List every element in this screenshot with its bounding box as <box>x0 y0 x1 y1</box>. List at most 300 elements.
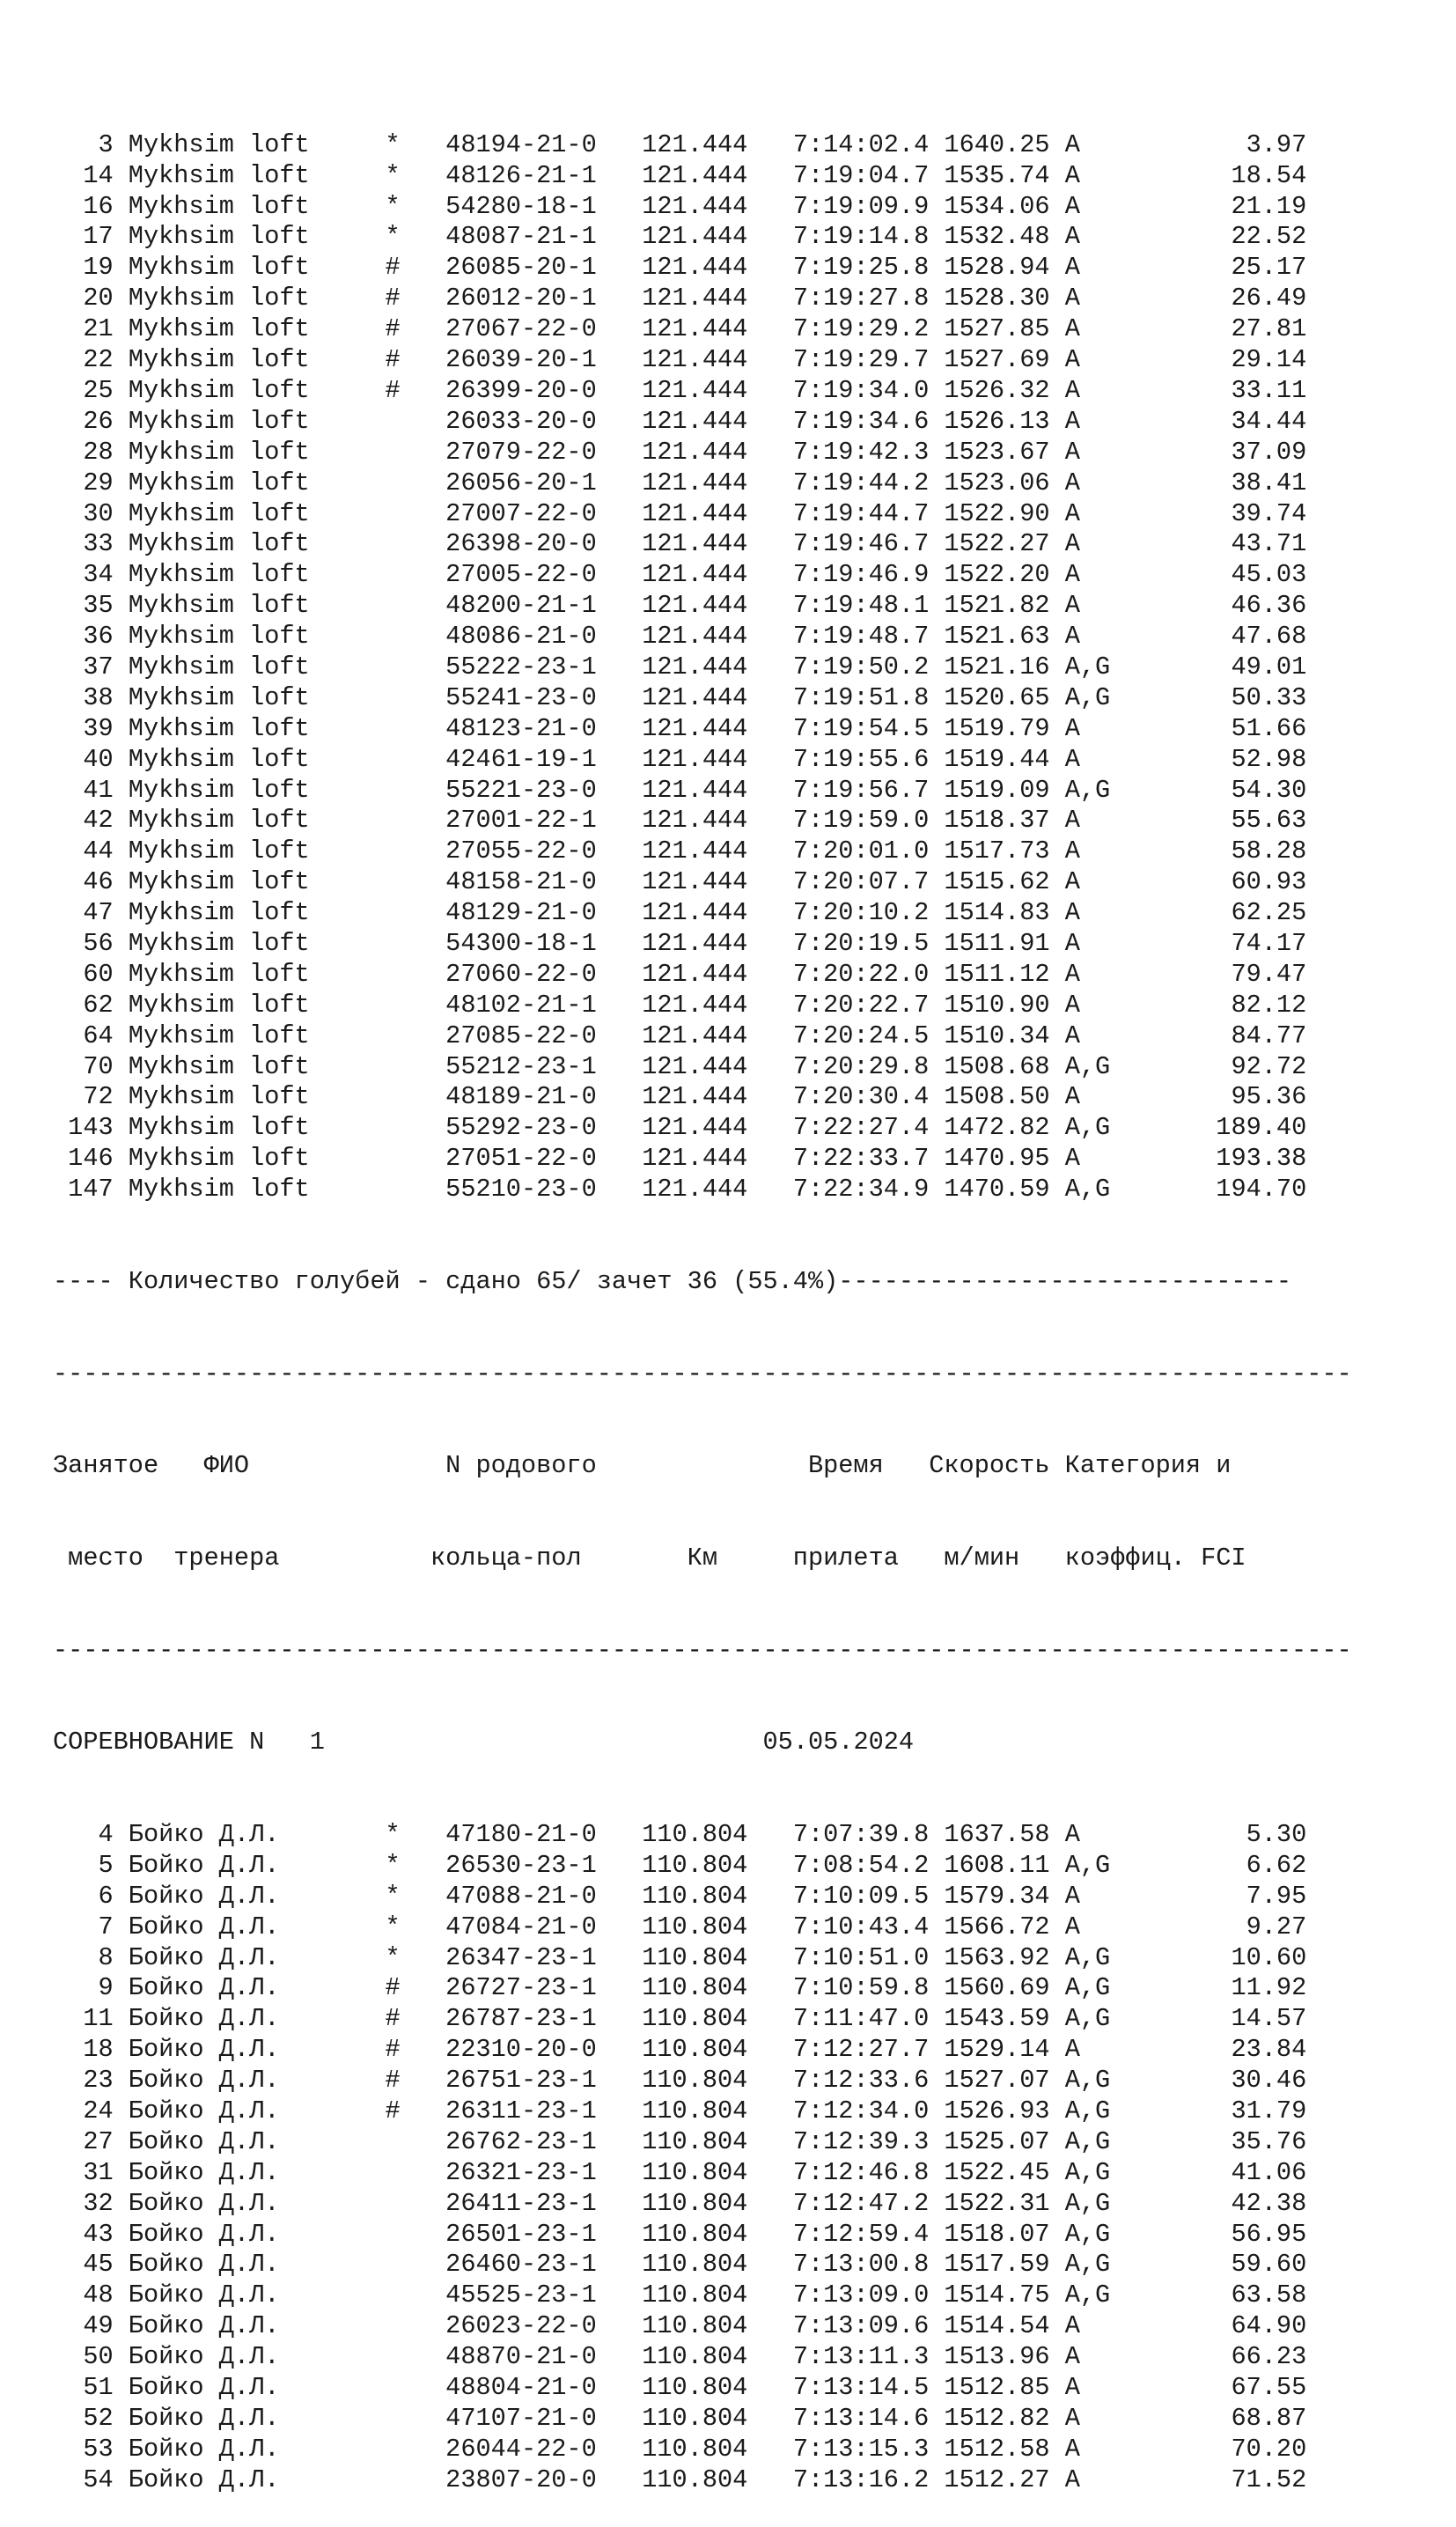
table-row <box>53 2096 1352 2127</box>
category-cell: A <box>1049 160 1126 190</box>
table-row <box>53 438 1352 468</box>
category-cell: A <box>1049 713 1126 743</box>
coefficient-cell: 55.63 <box>1125 806 1307 836</box>
mark-cell <box>386 2373 446 2402</box>
time-cell: 7:13:00.8 <box>747 2250 930 2280</box>
mark-cell: * <box>385 222 446 252</box>
mark-cell <box>386 529 446 558</box>
mark-cell <box>386 898 446 927</box>
mark-cell <box>386 591 446 620</box>
time-cell: 7:22:34.9 <box>747 1175 930 1205</box>
ring-cell: 26501-23-1 <box>445 2219 597 2249</box>
trainer-cell: Mykhsim loft <box>128 622 386 652</box>
time-cell: 7:19:48.7 <box>747 622 930 652</box>
km-cell: 121.444 <box>596 498 748 528</box>
coefficient-cell: 39.74 <box>1125 498 1307 528</box>
category-cell: A <box>1049 867 1126 897</box>
trainer-cell: Mykhsim loft <box>128 682 386 712</box>
speed-cell: 1520.65 <box>929 682 1050 712</box>
coefficient-cell: 54.30 <box>1125 775 1307 805</box>
place-cell: 16 <box>53 191 129 221</box>
place-cell: 39 <box>53 713 129 743</box>
trainer-cell: Mykhsim loft <box>128 253 386 283</box>
trainer-cell: Mykhsim loft <box>128 1020 386 1050</box>
place-cell: 44 <box>53 836 129 866</box>
time-cell: 7:19:51.8 <box>747 682 930 712</box>
km-cell: 121.444 <box>596 406 748 436</box>
km-cell: 121.444 <box>596 437 748 467</box>
ring-cell: 23807-20-0 <box>445 2464 597 2494</box>
coefficient-cell: 25.17 <box>1125 253 1307 283</box>
time-cell: 7:12:34.0 <box>747 2096 930 2126</box>
km-cell: 110.804 <box>596 1850 748 1880</box>
speed-cell: 1637.58 <box>929 1820 1050 1850</box>
category-cell: A <box>1049 990 1126 1020</box>
speed-cell: 1522.90 <box>929 498 1050 528</box>
trainer-cell: Mykhsim loft <box>128 1082 386 1112</box>
coefficient-cell: 51.66 <box>1125 713 1307 743</box>
mark-cell <box>386 1082 446 1111</box>
trainer-cell: Бойко Д.Л. <box>128 2434 386 2464</box>
coefficient-cell: 38.41 <box>1125 468 1307 497</box>
competition-line <box>53 1728 1352 1758</box>
mark-cell <box>386 2435 446 2464</box>
speed-cell: 1510.90 <box>929 990 1050 1020</box>
trainer-cell: Бойко Д.Л. <box>128 1850 386 1880</box>
place-cell: 50 <box>53 2342 129 2372</box>
table-row <box>53 2158 1352 2189</box>
coefficient-cell: 193.38 <box>1125 1144 1307 1174</box>
time-cell: 7:19:46.7 <box>747 529 930 559</box>
table-row <box>53 1851 1352 1882</box>
time-cell: 7:19:44.7 <box>747 498 930 528</box>
trainer-cell: Mykhsim loft <box>128 1144 386 1174</box>
mark-cell <box>386 622 446 651</box>
time-cell: 7:20:10.2 <box>747 898 930 928</box>
km-cell: 110.804 <box>596 1881 748 1911</box>
mark-cell <box>386 499 446 528</box>
place-cell: 28 <box>53 437 129 467</box>
category-cell: A <box>1049 806 1126 836</box>
speed-cell: 1526.13 <box>929 406 1050 436</box>
place-cell: 40 <box>53 744 129 774</box>
ring-cell: 27085-22-0 <box>445 1020 597 1050</box>
speed-cell: 1514.54 <box>929 2311 1050 2341</box>
km-cell: 110.804 <box>596 2219 748 2249</box>
category-cell: A <box>1049 2373 1126 2403</box>
table-row <box>53 345 1352 376</box>
speed-cell: 1470.59 <box>929 1175 1050 1205</box>
table-row <box>53 929 1352 960</box>
mark-cell <box>386 776 446 805</box>
place-cell: 34 <box>53 560 129 590</box>
time-cell: 7:10:51.0 <box>747 1942 930 1972</box>
trainer-cell: Mykhsim loft <box>128 806 386 836</box>
trainer-cell: Mykhsim loft <box>128 713 386 743</box>
ring-cell: 55222-23-1 <box>445 652 597 681</box>
place-cell: 21 <box>53 314 129 344</box>
ring-cell: 48126-21-1 <box>445 160 597 190</box>
speed-cell: 1526.32 <box>929 375 1050 405</box>
trainer-cell: Бойко Д.Л. <box>128 2342 386 2372</box>
ring-cell: 26321-23-1 <box>445 2157 597 2187</box>
mark-cell <box>386 1175 446 1204</box>
coefficient-cell: 26.49 <box>1125 284 1307 313</box>
place-cell: 70 <box>53 1051 129 1081</box>
coefficient-cell: 64.90 <box>1125 2311 1307 2341</box>
coefficient-cell: 189.40 <box>1125 1113 1307 1143</box>
coefficient-cell: 68.87 <box>1125 2403 1307 2433</box>
coefficient-cell: 6.62 <box>1125 1850 1307 1880</box>
ring-cell: 26347-23-1 <box>445 1942 597 1972</box>
coefficient-cell: 46.36 <box>1125 591 1307 621</box>
time-cell: 7:22:33.7 <box>747 1144 930 1174</box>
speed-cell: 1522.27 <box>929 529 1050 559</box>
time-cell: 7:20:22.7 <box>747 990 930 1020</box>
category-cell: A <box>1049 406 1126 436</box>
table-row <box>53 745 1352 776</box>
coefficient-cell: 49.01 <box>1125 652 1307 681</box>
mark-cell <box>386 1144 446 1173</box>
time-cell: 7:20:07.7 <box>747 867 930 897</box>
coefficient-cell: 63.58 <box>1125 2280 1307 2310</box>
category-cell: A,G <box>1049 2126 1126 2156</box>
km-cell: 121.444 <box>596 836 748 866</box>
time-cell: 7:20:24.5 <box>747 1020 930 1050</box>
place-cell: 31 <box>53 2157 129 2187</box>
coefficient-cell: 194.70 <box>1125 1175 1307 1205</box>
ring-cell: 48087-21-1 <box>445 222 597 252</box>
km-cell: 121.444 <box>596 191 748 221</box>
speed-cell: 1526.93 <box>929 2096 1050 2126</box>
table-row <box>53 314 1352 345</box>
km-cell: 121.444 <box>596 345 748 375</box>
coefficient-cell: 29.14 <box>1125 345 1307 375</box>
time-cell: 7:19:09.9 <box>747 191 930 221</box>
coefficient-cell: 42.38 <box>1125 2188 1307 2218</box>
time-cell: 7:19:04.7 <box>747 160 930 190</box>
time-cell: 7:19:46.9 <box>747 560 930 590</box>
km-cell: 121.444 <box>596 284 748 313</box>
category-cell: A,G <box>1049 2219 1126 2249</box>
time-cell: 7:19:56.7 <box>747 775 930 805</box>
trainer-cell: Mykhsim loft <box>128 1113 386 1143</box>
ring-cell: 27007-22-0 <box>445 498 597 528</box>
speed-cell: 1579.34 <box>929 1881 1050 1911</box>
table-row <box>53 714 1352 745</box>
coefficient-cell: 10.60 <box>1125 1942 1307 1972</box>
km-cell: 121.444 <box>596 713 748 743</box>
category-cell: A <box>1049 191 1126 221</box>
km-cell: 110.804 <box>596 2464 748 2494</box>
place-cell: 27 <box>53 2126 129 2156</box>
km-cell: 110.804 <box>596 1973 748 2003</box>
km-cell: 121.444 <box>596 468 748 497</box>
table-row <box>53 867 1352 898</box>
ring-cell: 48870-21-0 <box>445 2342 597 2372</box>
coefficient-cell: 56.95 <box>1125 2219 1307 2249</box>
speed-cell: 1528.30 <box>929 284 1050 313</box>
coefficient-cell: 67.55 <box>1125 2373 1307 2403</box>
category-cell: A <box>1049 836 1126 866</box>
coefficient-cell: 82.12 <box>1125 990 1307 1020</box>
trainer-cell: Бойко Д.Л. <box>128 1820 386 1850</box>
table-row <box>53 1021 1352 1052</box>
mark-cell <box>386 2220 446 2249</box>
km-cell: 121.444 <box>596 1020 748 1050</box>
ring-cell: 27051-22-0 <box>445 1144 597 1174</box>
table-row <box>53 1943 1352 1974</box>
place-cell: 41 <box>53 775 129 805</box>
coefficient-cell: 27.81 <box>1125 314 1307 344</box>
mark-cell: # <box>385 253 446 283</box>
trainer-cell: Mykhsim loft <box>128 284 386 313</box>
time-cell: 7:19:14.8 <box>747 222 930 252</box>
place-cell: 24 <box>53 2096 129 2126</box>
mark-cell: # <box>385 2096 446 2126</box>
column-header-line-2: место тренера кольца-пол Км прилета м/мин коэффиц. FCI <box>53 1543 1246 1573</box>
table-row <box>53 776 1352 807</box>
place-cell: 14 <box>53 160 129 190</box>
speed-cell: 1519.09 <box>929 775 1050 805</box>
mark-cell <box>386 2342 446 2371</box>
km-cell: 110.804 <box>596 1820 748 1850</box>
time-cell: 7:13:09.0 <box>747 2280 930 2310</box>
table-row <box>53 2066 1352 2096</box>
ring-cell: 26056-20-1 <box>445 468 597 497</box>
time-cell: 7:08:54.2 <box>747 1850 930 1880</box>
mark-cell <box>386 836 446 866</box>
speed-cell: 1543.59 <box>929 2004 1050 2034</box>
speed-cell: 1512.58 <box>929 2434 1050 2464</box>
speed-cell: 1513.96 <box>929 2342 1050 2372</box>
ring-cell: 26085-20-1 <box>445 253 597 283</box>
trainer-cell: Mykhsim loft <box>128 375 386 405</box>
time-cell: 7:19:59.0 <box>747 806 930 836</box>
km-cell: 121.444 <box>596 928 748 958</box>
km-cell: 110.804 <box>596 2311 748 2341</box>
category-cell: A <box>1049 253 1126 283</box>
trainer-cell: Mykhsim loft <box>128 744 386 774</box>
mark-cell <box>386 438 446 467</box>
ring-cell: 27005-22-0 <box>445 560 597 590</box>
place-cell: 46 <box>53 867 129 897</box>
category-cell: A <box>1049 959 1126 989</box>
coefficient-cell: 70.20 <box>1125 2434 1307 2464</box>
mark-cell: * <box>385 129 446 159</box>
table-row <box>53 2004 1352 2035</box>
place-cell: 11 <box>53 2004 129 2034</box>
km-cell: 121.444 <box>596 1144 748 1174</box>
ring-cell: 26311-23-1 <box>445 2096 597 2126</box>
category-cell: A <box>1049 222 1126 252</box>
place-cell: 64 <box>53 1020 129 1050</box>
ring-cell: 27067-22-0 <box>445 314 597 344</box>
speed-cell: 1512.85 <box>929 2373 1050 2403</box>
place-cell: 30 <box>53 498 129 528</box>
category-cell: A <box>1049 2464 1126 2494</box>
ring-cell: 55241-23-0 <box>445 682 597 712</box>
km-cell: 110.804 <box>596 1912 748 1941</box>
place-cell: 4 <box>53 1820 129 1850</box>
section-mykhsim-loft-results <box>53 130 1352 1205</box>
mark-cell <box>386 745 446 774</box>
table-row <box>53 2280 1352 2311</box>
coefficient-cell: 14.57 <box>1125 2004 1307 2034</box>
coefficient-cell: 60.93 <box>1125 867 1307 897</box>
speed-cell: 1528.94 <box>929 253 1050 283</box>
mark-cell <box>386 2127 446 2156</box>
place-cell: 25 <box>53 375 129 405</box>
coefficient-cell: 62.25 <box>1125 898 1307 928</box>
place-cell: 32 <box>53 2188 129 2218</box>
category-cell: A <box>1049 1881 1126 1911</box>
coefficient-cell: 7.95 <box>1125 1881 1307 1911</box>
km-cell: 121.444 <box>596 591 748 621</box>
table-row <box>53 499 1352 530</box>
trainer-cell: Бойко Д.Л. <box>128 2311 386 2341</box>
category-cell: A <box>1049 129 1126 159</box>
place-cell: 37 <box>53 652 129 681</box>
trainer-cell: Mykhsim loft <box>128 406 386 436</box>
time-cell: 7:10:09.5 <box>747 1881 930 1911</box>
coefficient-cell: 52.98 <box>1125 744 1307 774</box>
trainer-cell: Mykhsim loft <box>128 867 386 897</box>
table-row <box>53 2250 1352 2280</box>
category-cell: A <box>1049 1144 1126 1174</box>
coefficient-cell: 5.30 <box>1125 1820 1307 1850</box>
speed-cell: 1525.07 <box>929 2126 1050 2156</box>
ring-cell: 27055-22-0 <box>445 836 597 866</box>
place-cell: 22 <box>53 345 129 375</box>
trainer-cell: Mykhsim loft <box>128 990 386 1020</box>
trainer-cell: Бойко Д.Л. <box>128 2096 386 2126</box>
time-cell: 7:20:22.0 <box>747 959 930 989</box>
category-cell: A,G <box>1049 682 1126 712</box>
ring-cell: 26399-20-0 <box>445 375 597 405</box>
table-row <box>53 1820 1352 1851</box>
separator-line: -------------------------------------------------------------------------------------- <box>53 1359 1352 1389</box>
table-row <box>53 836 1352 867</box>
speed-cell: 1515.62 <box>929 867 1050 897</box>
time-cell: 7:12:27.7 <box>747 2035 930 2065</box>
ring-cell: 54280-18-1 <box>445 191 597 221</box>
time-cell: 7:20:19.5 <box>747 928 930 958</box>
place-cell: 53 <box>53 2434 129 2464</box>
mark-cell: * <box>385 1881 446 1911</box>
place-cell: 54 <box>53 2464 129 2494</box>
speed-cell: 1527.07 <box>929 2066 1050 2096</box>
trainer-cell: Бойко Д.Л. <box>128 1881 386 1911</box>
place-cell: 56 <box>53 928 129 958</box>
mark-cell <box>386 683 446 712</box>
speed-cell: 1519.44 <box>929 744 1050 774</box>
place-cell: 35 <box>53 591 129 621</box>
speed-cell: 1470.95 <box>929 1144 1050 1174</box>
time-cell: 7:10:59.8 <box>747 1973 930 2003</box>
table-row <box>53 192 1352 223</box>
ring-cell: 26012-20-1 <box>445 284 597 313</box>
speed-cell: 1512.82 <box>929 2403 1050 2433</box>
table-row <box>53 652 1352 683</box>
category-cell: A <box>1049 591 1126 621</box>
place-cell: 20 <box>53 284 129 313</box>
place-cell: 23 <box>53 2066 129 2096</box>
mark-cell <box>386 407 446 436</box>
trainer-cell: Mykhsim loft <box>128 560 386 590</box>
time-cell: 7:12:33.6 <box>747 2066 930 2096</box>
trainer-cell: Mykhsim loft <box>128 652 386 681</box>
mark-cell <box>386 2280 446 2310</box>
ring-cell: 26727-23-1 <box>445 1973 597 2003</box>
time-cell: 7:19:54.5 <box>747 713 930 743</box>
mark-cell <box>386 2465 446 2494</box>
place-cell: 26 <box>53 406 129 436</box>
speed-cell: 1508.50 <box>929 1082 1050 1112</box>
km-cell: 110.804 <box>596 2342 748 2372</box>
time-cell: 7:13:09.6 <box>747 2311 930 2341</box>
time-cell: 7:11:47.0 <box>747 2004 930 2034</box>
speed-cell: 1521.63 <box>929 622 1050 652</box>
mark-cell <box>386 867 446 896</box>
km-cell: 121.444 <box>596 867 748 897</box>
speed-cell: 1518.07 <box>929 2219 1050 2249</box>
km-cell: 121.444 <box>596 1082 748 1112</box>
category-cell: A,G <box>1049 1850 1126 1880</box>
mark-cell <box>386 714 446 743</box>
place-cell: 49 <box>53 2311 129 2341</box>
coefficient-cell: 79.47 <box>1125 959 1307 989</box>
km-cell: 121.444 <box>596 806 748 836</box>
place-cell: 3 <box>53 129 129 159</box>
mark-cell: # <box>385 314 446 344</box>
mark-cell: * <box>385 160 446 190</box>
mark-cell <box>386 2311 446 2340</box>
time-cell: 7:13:14.6 <box>747 2403 930 2433</box>
category-cell: A,G <box>1049 2250 1126 2280</box>
mark-cell <box>386 991 446 1020</box>
mark-cell <box>386 929 446 958</box>
table-row <box>53 2189 1352 2220</box>
mark-cell: # <box>385 2035 446 2065</box>
mark-cell: * <box>385 1850 446 1880</box>
trainer-cell: Mykhsim loft <box>128 191 386 221</box>
category-cell: A <box>1049 468 1126 497</box>
km-cell: 121.444 <box>596 775 748 805</box>
place-cell: 147 <box>53 1175 129 1205</box>
km-cell: 121.444 <box>596 744 748 774</box>
trainer-cell: Бойко Д.Л. <box>128 2188 386 2218</box>
place-cell: 17 <box>53 222 129 252</box>
category-cell: A,G <box>1049 1175 1126 1205</box>
trainer-cell: Mykhsim loft <box>128 959 386 989</box>
coefficient-cell: 21.19 <box>1125 191 1307 221</box>
time-cell: 7:19:34.6 <box>747 406 930 436</box>
coefficient-cell: 43.71 <box>1125 529 1307 559</box>
ring-cell: 26460-23-1 <box>445 2250 597 2280</box>
column-header-line-1: Занятое ФИО N родового Время Скорость Категория и <box>53 1451 1232 1481</box>
table-row <box>53 161 1352 192</box>
ring-cell: 26039-20-1 <box>445 345 597 375</box>
km-cell: 121.444 <box>596 160 748 190</box>
coefficient-cell: 11.92 <box>1125 1973 1307 2003</box>
km-cell: 110.804 <box>596 2188 748 2218</box>
ring-cell: 54300-18-1 <box>445 928 597 958</box>
km-cell: 110.804 <box>596 2434 748 2464</box>
category-cell: A <box>1049 560 1126 590</box>
table-row <box>53 1082 1352 1113</box>
coefficient-cell: 84.77 <box>1125 1020 1307 1050</box>
